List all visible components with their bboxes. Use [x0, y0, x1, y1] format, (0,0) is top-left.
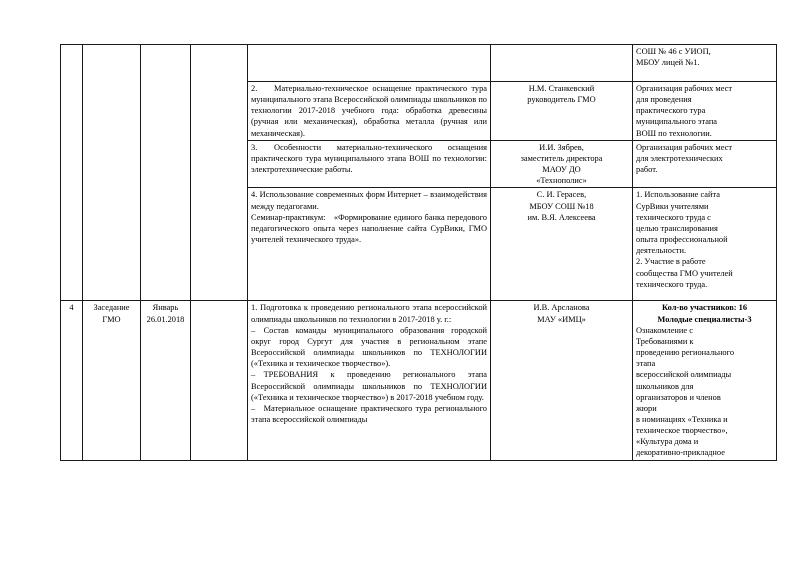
result-line: практического тура	[636, 106, 706, 116]
cell-blank	[191, 301, 248, 460]
person-line: МАУ «ИМЦ»	[537, 314, 586, 324]
result-line: в номинациях «Техника и	[636, 414, 728, 424]
person-line: Н.М. Станкевский	[528, 84, 595, 93]
person-line: им. В.Я. Алексеева	[527, 212, 596, 222]
content-paragraph: – Состав команды муниципального образования городской округ город Сургут для участия в региональном этапе Всероссийской олимпиады школьников по ТЕХНОЛОГИИ («Техника и техническое творчество»).	[251, 325, 487, 369]
cell-responsible-person	[491, 188, 633, 301]
person-line: МАОУ ДО	[542, 165, 581, 175]
result-line: этапа	[636, 359, 656, 369]
result-line: для проведения	[636, 95, 692, 105]
content-paragraph: 4. Использование современных форм Интернет – взаимодействия между педагогами.	[251, 190, 487, 211]
result-line: Ознакомление с	[636, 325, 693, 335]
table-row	[61, 301, 777, 460]
schedule-table	[60, 44, 777, 461]
result-line: МБОУ лицей №1.	[636, 58, 700, 68]
result-line: Организация рабочих мест	[636, 84, 733, 93]
cell-responsible-person	[491, 301, 633, 460]
person-line: МБОУ СОШ №18	[529, 201, 594, 211]
result-line: СОШ № 46 с УИОП,	[636, 47, 711, 56]
result-line: организаторов и членов	[636, 392, 721, 402]
result-line: декоративно-прикладное	[636, 448, 725, 458]
cell-responsible-person	[491, 140, 633, 188]
person-line: И.И. Зябрев,	[539, 142, 584, 152]
person-line: И.В. Арсланова	[533, 303, 590, 313]
cell-result	[633, 140, 777, 188]
result-line: для электротехнических	[636, 153, 723, 163]
result-line: «Культура дома и	[636, 437, 699, 447]
person-line: «Технополис»	[536, 176, 587, 186]
content-paragraph: 1. Подготовка к проведению регионального этапа всероссийской олимпиады школьников по технологии в 2017-2018 у. г.:	[251, 303, 487, 324]
result-line-bold: Кол-во участников: 16	[661, 303, 748, 313]
cell-content	[248, 301, 491, 460]
result-line: 2. Участие в работе	[636, 257, 706, 267]
content-paragraph: – Материальное оснащение практического тура регионального этапа всероссийской олимпиады	[251, 403, 487, 424]
cell-result	[633, 82, 777, 141]
cell-event-name	[83, 45, 141, 301]
result-line: СурВики учителями	[636, 201, 709, 211]
cell-content	[248, 140, 491, 188]
table-row	[61, 45, 777, 82]
result-line: муниципального этапа	[636, 117, 718, 127]
content-paragraph: 2. Материально-техническое оснащение практического тура муниципального этапа Всероссийской олимпиады школьников по технологии 2017-2018 учебного года: обработка древесины (ручная или механическая), обработка металла (ручная или механическая).	[251, 84, 487, 138]
result-line: работ.	[636, 165, 658, 175]
person-line: руководитель ГМО	[527, 95, 596, 105]
cell-responsible-person	[491, 45, 633, 82]
person-line: С. И. Герасев,	[536, 190, 587, 200]
cell-content	[248, 82, 491, 141]
person-line: заместитель директора	[520, 153, 603, 163]
content-paragraph: Семинар-практикум: «Формирование единого банка передового педагогического опыта через наполнение сайта СурВики, ГМО учителей технического труда».	[251, 212, 487, 245]
date-line: Январь	[152, 303, 179, 313]
cell-date	[141, 301, 191, 460]
result-line-bold: Молодые специалисты-3	[657, 314, 752, 324]
cell-row-number: 4	[61, 301, 83, 460]
result-line: Требованиями к	[636, 336, 694, 346]
cell-event-name: Заседание ГМО	[83, 301, 141, 460]
result-line: деятельности.	[636, 246, 687, 256]
table-body	[61, 45, 777, 461]
cell-result	[633, 45, 777, 82]
cell-blank	[191, 45, 248, 301]
result-line: целью транслирования	[636, 223, 718, 233]
cell-responsible-person	[491, 82, 633, 141]
result-line: Организация рабочих мест	[636, 142, 733, 152]
result-line: ВОШ по технологии.	[636, 128, 712, 138]
result-line: всероссийской олимпиады	[636, 370, 732, 380]
result-line: техническое творчество»,	[636, 426, 728, 436]
result-line: технического труда с	[636, 212, 711, 222]
cell-row-number	[61, 45, 83, 301]
result-line: технического труда.	[636, 279, 708, 289]
cell-result	[633, 301, 777, 460]
cell-date	[141, 45, 191, 301]
date-line: 26.01.2018	[146, 314, 185, 324]
result-line: школьников для	[636, 381, 694, 391]
result-line: сообщества ГМО учителей	[636, 268, 733, 278]
content-paragraph: 3. Особенности материально-технического оснащения практического тура муниципального этапа ВОШ по технологии: электротехнические работы.	[251, 142, 487, 175]
cell-result	[633, 188, 777, 301]
content-paragraph: – ТРЕБОВАНИЯ к проведению регионального этапа Всероссийской олимпиады школьников по ТЕХНОЛОГИИ («Техника и техническое творчество») в 2017-2018 учебном году.	[251, 370, 487, 402]
cell-content	[248, 45, 491, 82]
result-line: 1. Использование сайта	[636, 190, 720, 200]
result-line: жюри	[636, 403, 657, 413]
result-line: проведению регионального	[636, 348, 735, 358]
result-line: опыта профессиональной	[636, 235, 728, 245]
cell-content	[248, 188, 491, 301]
